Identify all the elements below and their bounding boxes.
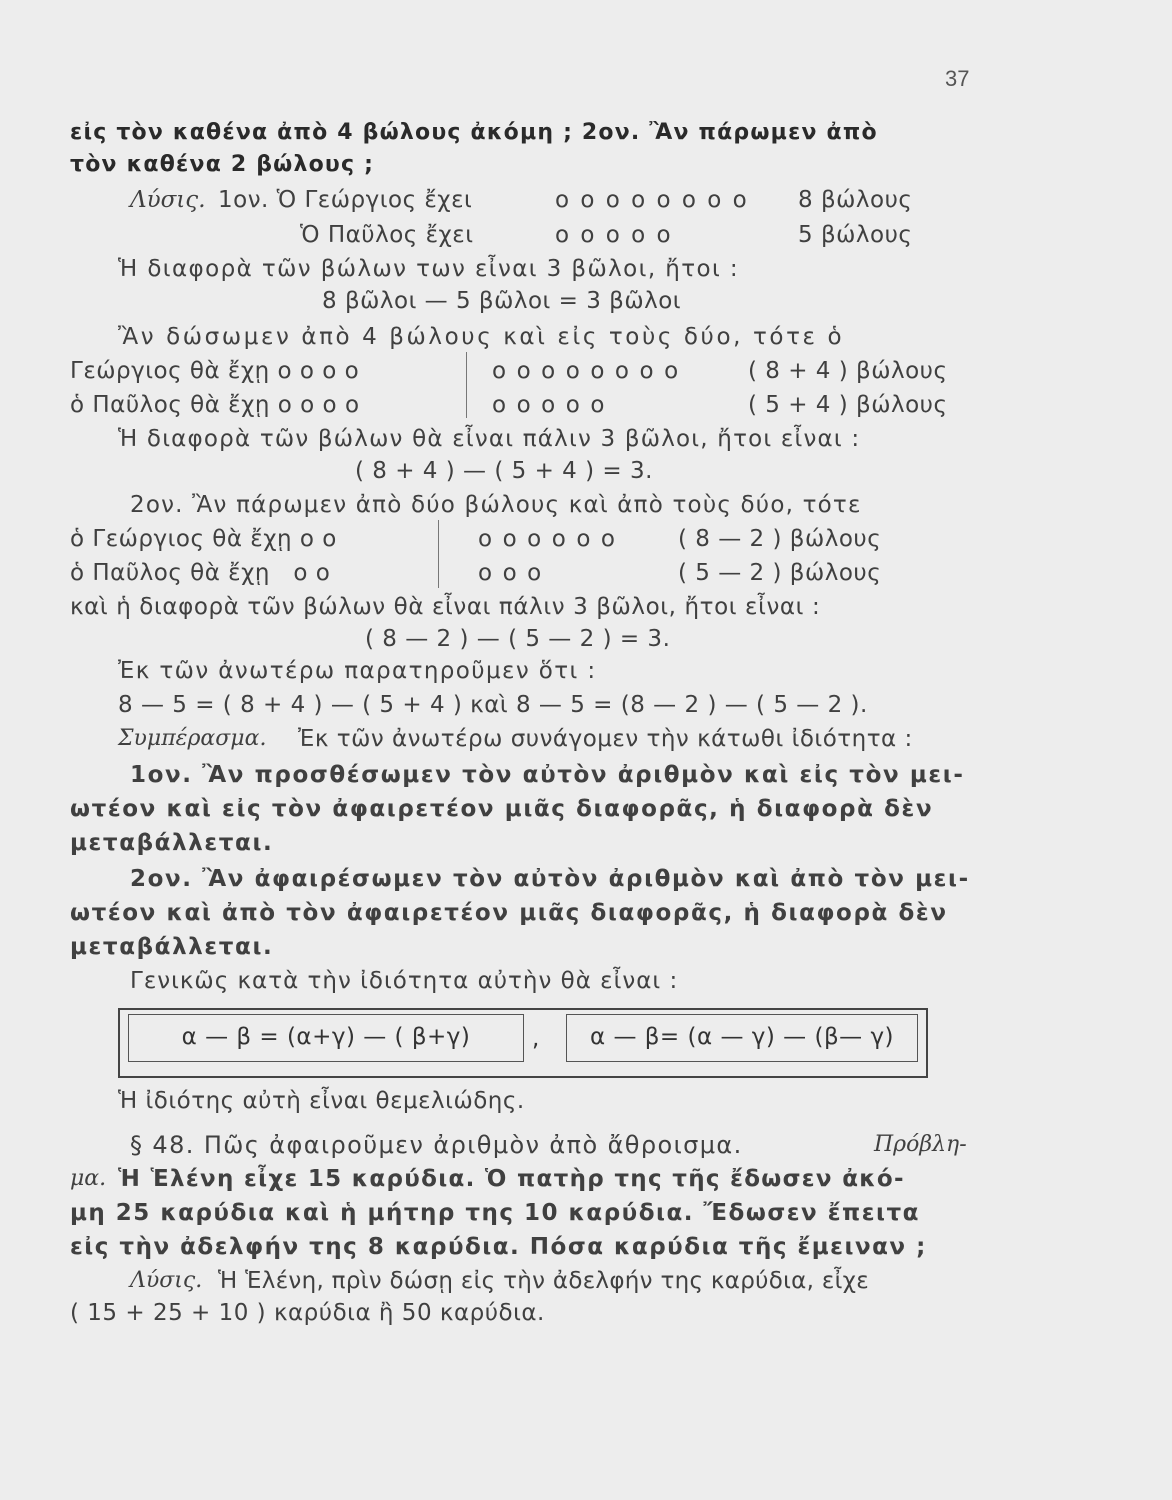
take-two-line: 2ον. Ἂν πάρωμεν ἀπὸ δύο βώλους καὶ ἀπὸ τοὺς δύο, τότε: [130, 492, 862, 518]
equation-subtract: ( 8 — 2 ) — ( 5 — 2 ) = 3.: [365, 626, 671, 652]
formula-add-box: α — β = (α+γ) — ( β+γ): [128, 1014, 524, 1062]
paul-will-have: ὁ Παῦλος θὰ ἔχῃ ο ο ο ο: [70, 392, 360, 418]
paul-marbles-added: ο ο ο ο ο: [492, 392, 607, 418]
fundamental-line: Ἡ ἰδιότης αὐτὴ εἶναι θεμελιώδης.: [118, 1088, 525, 1114]
george-has-label: 1ον. Ὁ Γεώργιος ἔχει: [218, 187, 473, 213]
conclusion-label: Συμπέρασμα.: [118, 726, 267, 751]
paul-marbles: ο ο ο ο ο: [555, 222, 673, 248]
conclusion-text: Ἐκ τῶν ἀνωτέρω συνάγομεν τὴν κάτωθι ἰδιότητα :: [298, 726, 913, 752]
page-number: 37: [945, 66, 970, 91]
solution-48-line-2: ( 15 + 25 + 10 ) καρύδια ἢ 50 καρύδια.: [70, 1300, 545, 1326]
rule-1-line-1: 1ον. Ἂν προσθέσωμεν τὸν αὐτὸν ἀριθμὸν καὶ εἰς τὸν μει-: [130, 762, 965, 788]
paul-has-label: Ὁ Παῦλος ἔχει: [300, 222, 474, 248]
general-line: Γενικῶς κατὰ τὴν ἰδιότητα αὐτὴν θὰ εἶναι :: [130, 968, 679, 994]
solution-48-label: Λύσις.: [130, 1268, 203, 1293]
divider-line-2: [438, 520, 439, 588]
problem-line-2: τὸν καθένα 2 βώλους ;: [70, 152, 375, 177]
paul-diff: ( 5 — 2 ) βώλους: [678, 560, 882, 586]
formula-subtract-box: α — β= (α — γ) — (β— γ): [566, 1014, 918, 1062]
rule-2-line-2: ωτέον καὶ ἀπὸ τὸν ἀφαιρετέον μιᾶς διαφορᾶς, ἡ διαφορὰ δὲν: [70, 900, 948, 926]
problem-48-line-1: Ἡ Ἑλένη εἶχε 15 καρύδια. Ὁ πατὴρ της τῆς ἔδωσεν ἀκό-: [118, 1166, 905, 1192]
difference-equation: 8 βῶλοι — 5 βῶλοι = 3 βῶλοι: [322, 288, 682, 314]
george-sum: ( 8 + 4 ) βώλους: [748, 358, 948, 384]
formula-separator: ,: [532, 1026, 540, 1052]
george-will-have: Γεώργιος θὰ ἔχῃ ο ο ο ο: [70, 358, 360, 384]
george-marbles-added: ο ο ο ο ο ο ο ο: [492, 358, 680, 384]
solution-48-line-1: Ἡ Ἑλένη, πρὶν δώσῃ εἰς τὴν ἀδελφήν της καρύδια, εἶχε: [218, 1268, 869, 1294]
observation-equation: 8 — 5 = ( 8 + 4 ) — ( 5 + 4 ) καὶ 8 — 5 = (8 — 2 ) — ( 5 — 2 ).: [118, 692, 868, 718]
paul-sum: ( 5 + 4 ) βώλους: [748, 392, 948, 418]
rule-1-line-2: ωτέον καὶ εἰς τὸν ἀφαιρετέον μιᾶς διαφορᾶς, ἡ διαφορὰ δὲν: [70, 796, 934, 822]
observation-line: Ἐκ τῶν ἀνωτέρω παρατηροῦμεν ὅτι :: [118, 658, 597, 684]
george-count: 8 βώλους: [798, 187, 913, 213]
problem-48-line-2: μη 25 καρύδια καὶ ἡ μήτηρ της 10 καρύδια. Ἔδωσεν ἔπειτα: [70, 1200, 920, 1226]
paul-will-have-2: ὁ Παῦλος θὰ ἔχῃ ο ο: [70, 560, 331, 586]
george-will-have-2: ὁ Γεώργιος θὰ ἔχῃ ο ο: [70, 526, 337, 552]
difference-again-line: Ἡ διαφορὰ τῶν βώλων θὰ εἶναι πάλιν 3 βῶλοι, ἤτοι εἶναι :: [118, 426, 861, 452]
rule-1-line-3: μεταβάλλεται.: [70, 830, 274, 856]
solution-label: Λύσις.: [130, 187, 206, 213]
divider-line-1: [466, 352, 467, 418]
difference-again-line-2: καὶ ἡ διαφορὰ τῶν βώλων θὰ εἶναι πάλιν 3 βῶλοι, ἤτοι εἶναι :: [70, 594, 821, 620]
problem-line-1: εἰς τὸν καθένα ἀπὸ 4 βώλους ἀκόμη ; 2ον. Ἂν πάρωμεν ἀπὸ: [70, 120, 878, 145]
rule-2-line-3: μεταβάλλεται.: [70, 934, 274, 960]
george-marbles-removed: ο ο ο ο ο ο: [478, 526, 617, 552]
rule-2-line-1: 2ον. Ἂν ἀφαιρέσωμεν τὸν αὐτὸν ἀριθμὸν καὶ ἀπὸ τὸν μει-: [130, 866, 970, 892]
paul-marbles-removed: ο ο ο: [478, 560, 543, 586]
difference-line: Ἡ διαφορὰ τῶν βώλων των εἶναι 3 βῶλοι, ἤτοι :: [118, 256, 739, 282]
problem-label-start: Πρόβλη-: [874, 1132, 967, 1157]
section-48-title: § 48. Πῶς ἀφαιροῦμεν ἀριθμὸν ἀπὸ ἄθροισμα.: [130, 1131, 743, 1159]
problem-label-end: μα.: [70, 1166, 107, 1191]
add-four-line: Ἂν δώσωμεν ἀπὸ 4 βώλους καὶ εἰς τοὺς δύο, τότε ὁ: [118, 324, 845, 350]
paul-count: 5 βώλους: [798, 222, 913, 248]
problem-48-line-3: εἰς τὴν ἀδελφήν της 8 καρύδια. Πόσα καρύδια τῆς ἔμειναν ;: [70, 1234, 927, 1260]
george-diff: ( 8 — 2 ) βώλους: [678, 526, 882, 552]
george-marbles: ο ο ο ο ο ο ο ο: [555, 187, 749, 213]
equation-add: ( 8 + 4 ) — ( 5 + 4 ) = 3.: [355, 458, 653, 484]
